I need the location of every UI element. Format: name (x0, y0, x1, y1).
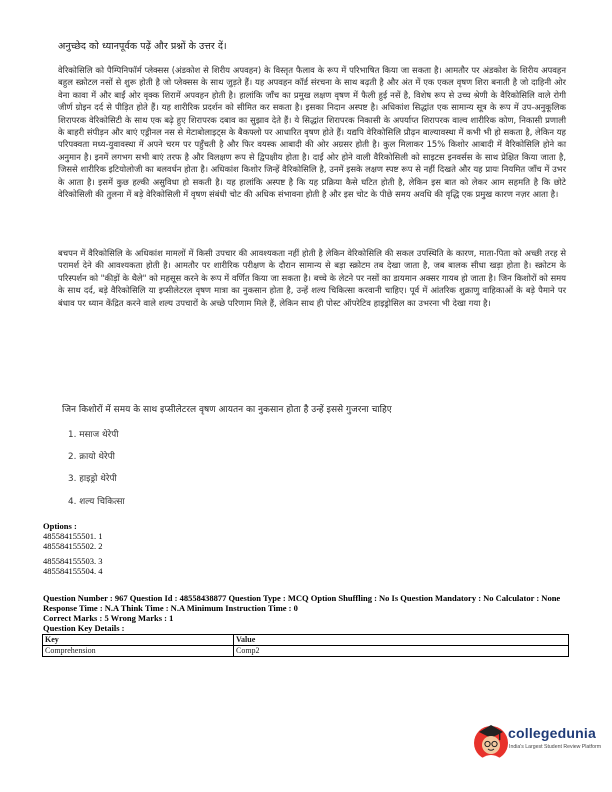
option-id-3: 485584155503. 3 (43, 556, 103, 566)
passage-paragraph-1: वेरिकोसिलि को पैम्पिनिफॉर्म प्लेक्सस (अंडकोश से शिरीय अपवहन) के विस्तृत फैलाव के रूप में परिभाषित किया जा सकता है। आमतौर पर अंडकोश के शिरीय अपवहन बहुल स्क्रोटल नसों से शुरू होती है जो प्लेक्सस के साथ जुड़ते हैं। यह अपवहन कॉर्ड संरचना के साथ बढ़ती है और अंत में एक एकल वृषण शिरा बनाती है जो दाहिनी ओर वेना कावा में और बाईं ओर वृक्क शिरामें अपवहन होती है। हालांकि जाँच का प्रमुख लक्षण वृषण में फैली हुई नसें है, विशेष रूप से उच्च श्रेणी के वैरिकोसिलि वाले रोगी जीर्ण ग्रोइन दर्द से पीड़ित होते हैं। यह शारीरिक प्रदर्शन को सीमित कर सकता है। इसका निदान अस्पष्ट है। अधिकांश सिद्धांत एक सामान्य सूत्र के रूप में उप-अनुकूलिक शिरापरक वेरिकोसिटी के साथ एक बढ़े हुए शिरापरक दबाव का सुझाव देते हैं। ये सिद्धांत शिरापरक निकासी के अपर्याप्त शिरापरक वाल्व शारीरिक कोण, निकासी प्रणाली के बाहरी संपीड़न और बाएं एड्रीनल नस से मेटाबोलाइट्स के बैकफ्लो पर आधारित वृषण होते हैं। यद्यपि वेरिकोसिलि प्रौढ़न बाल्यावस्था में कभी भी हो सकता है, लेकिन यह परिपक्वता मध्य-युवावस्था में अपने चरम पर पहुँचती है और फिर वयस्क आबादी की ओर अग्रसर होती है। कुल मिलाकर 15% किशोर आबादी में वैरिकोसिलि होने का अनुमान है। इनमें लगभग सभी बाएं तरफ है और विलक्षण रूप से द्विपक्षीय होता है। दाईं ओर होने वाली वैरिकोसिली को साइटस इनवर्सस के साथ प्रेक्षित किया जाता है, जिससे शारीरिक इटियोलोजी का बलवर्धन होता है। अधिकांश किशोर जिन्हें वैरिकोसिलि है, उनमें इसके लक्षण स्पष्ट रूप से नहीं दिखते और यह प्रायः नियमित जाँच में उभर के आता है। इसमें कुछ हल्की असुविधा हो सकती है। यह हालांकि अस्पष्ट है कि यह प्रक्रिया कैसे घटित होती है, लेकिन इस बात को लेकर आम सहमति है कि छोटे वेरिकोसिली की तुलना में बड़े वेरिकोसिली में वृषण संबंधी चोट की अधिक संभावना होती है और इस चोट के पीछे समय अवधि की वृद्धि एक प्रमुख कारण नज़र आता है। (58, 65, 566, 200)
choice-2: 2. क्रायो थेरेपी (68, 452, 115, 462)
value-header: Value (234, 635, 569, 646)
response-time-line: Response Time : N.A Think Time : N.A Minimum Instruction Time : 0 (43, 603, 298, 613)
table-row (43, 646, 569, 657)
choice-3: 3. हाइड्रो थेरेपी (68, 474, 117, 484)
option-id-1: 485584155501. 1 (43, 531, 103, 541)
key-header: Key (43, 635, 234, 646)
options-heading: Options : (43, 521, 77, 531)
table-header-row (43, 635, 569, 646)
choice-1: 1. मसाज थेरेपी (68, 430, 119, 440)
passage-paragraph-2: बचपन में वैरिकोसिलि के अधिकांश मामलों में किसी उपचार की आवश्यकता नहीं होती है लेकिन वेरिकोसिलि की सकल उपस्थिति के कारण, माता-पिता को अच्छी तरह से परामर्श देने की आवश्यकता होती है। आमतौर पर शारीरिक परीक्षण के दौरान सामान्य से बड़ा स्क्रोटम तब देखा जाता है, जब बालक सीधा खड़ा होता है। स्क्रोटम के परिस्पर्शन को "कीड़ों के थैले" को महसूस करने के रूप में वर्णित किया जा सकता है। बच्चे के लेटने पर नसों का डायमान अक्सर गायब हो जाता है। जिन किशोरों को समय के साथ दर्द, बड़े वैरिकोसिलि या इप्सीलेटरल वृषण मात्रा का नुकसान होता है, उन्हें शल्य चिकित्सा करवानी चाहिए। पूर्व में आंतरिक शुक्राणु वाहिकाओं के बड़े पैमाने पर बंधाव पर ध्यान केंद्रित करने वाले शल्य उपचारों के अच्छे परिणाम मिले हैं, लेकिन साथ ही पोस्ट ऑपरेटिव हाइड्रोसिल का उभरना भी देखा गया है। (58, 248, 566, 308)
option-id-2: 485584155502. 2 (43, 541, 103, 551)
logo-name: collegedunia (508, 725, 596, 741)
mascot-icon (474, 725, 508, 760)
question-text: जिन किशोरों में समय के साथ इप्सीलेटरल वृषण आयतन का नुकसान होता है उन्हें इससे गुजरना चाहिए (62, 405, 392, 415)
logo-tagline: India's Largest Student Review Platform (509, 744, 602, 750)
key-details-heading: Question Key Details : (43, 623, 125, 633)
passage-instructions: अनुच्छेद को ध्यानपूर्वक पढ़ें और प्रश्नों के उत्तर दें। (58, 41, 227, 52)
value-cell: Comp2 (234, 646, 569, 657)
key-details-table (42, 634, 569, 657)
option-id-4: 485584155504. 4 (43, 566, 103, 576)
key-cell: Comprehension (43, 646, 234, 657)
choice-4: 4. शल्य चिकित्सा (68, 497, 125, 507)
question-meta-line: Question Number : 967 Question Id : 48558438877 Question Type : MCQ Option Shuffling : No Is Question Mandatory : No Calculator : None (43, 593, 561, 603)
marks-line: Correct Marks : 5 Wrong Marks : 1 (43, 613, 174, 623)
